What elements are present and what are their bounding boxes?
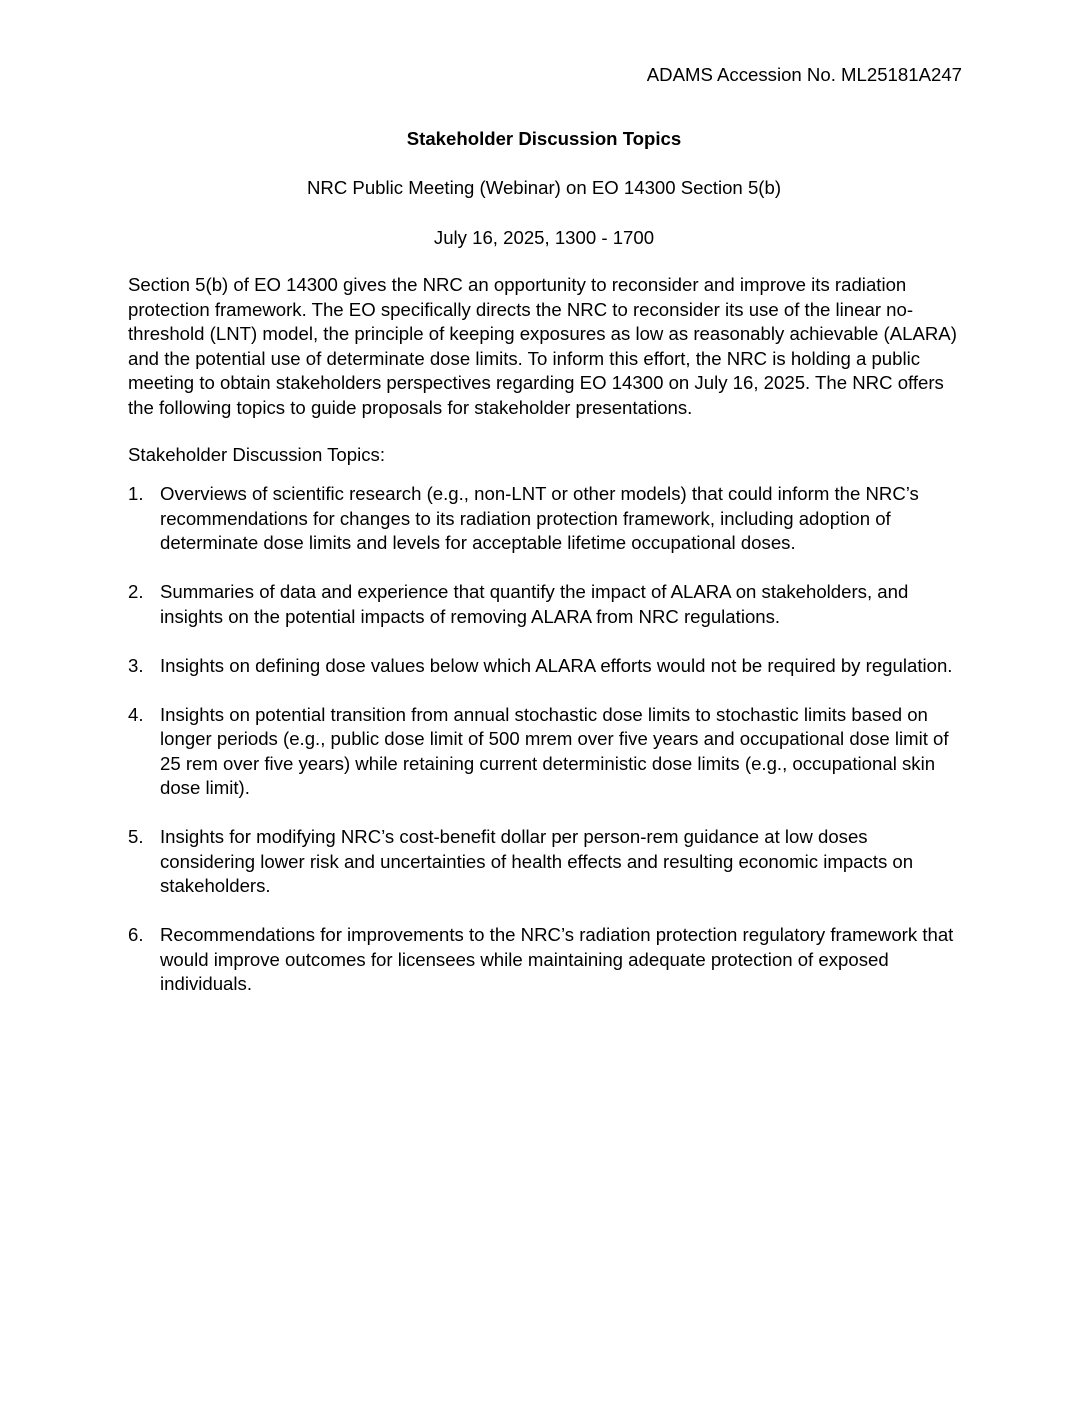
topics-heading: Stakeholder Discussion Topics: <box>128 444 385 465</box>
topic-text: Overviews of scientific research (e.g., non-LNT or other models) that could inform the NRC’s recommendations for changes to its radiation protection framework, including adoption of determinate dose limits and levels for acceptable lifetime occupational doses. <box>160 483 919 553</box>
topic-number: 4. <box>128 703 144 725</box>
meeting-subtitle: NRC Public Meeting (Webinar) on EO 14300 Section 5(b) <box>306 177 782 198</box>
topic-item <box>128 654 963 679</box>
topic-number: 6. <box>128 924 144 945</box>
intro-paragraph: Section 5(b) of EO 14300 gives the NRC an opportunity to reconsider and improve its radiation protection framework. The EO specifically directs the NRC to reconsider its use of the linear no-threshold (LNT) model, the principle of keeping exposures as low as reasonably achievable (ALARA) and the potential use of determinate dose limits. To inform this effort, the NRC is holding a public meeting to obtain stakeholders perspectives regarding EO 14300 on July 16, 2025. The NRC offers the following topics to guide proposals for stakeholder presentations. <box>128 274 957 418</box>
topic-number: 1. <box>128 483 144 504</box>
topic-item <box>128 580 963 629</box>
document-title: Stakeholder Discussion Topics <box>406 128 682 149</box>
topic-number: 5. <box>128 826 144 847</box>
meeting-date: July 16, 2025, 1300 - 1700 <box>433 227 655 248</box>
topic-text: Recommendations for improvements to the NRC’s radiation protection regulatory framework that would improve outcomes for licensees while maintaining adequate protection of exposed individuals. <box>160 924 954 994</box>
accession-number: ADAMS Accession No. ML25181A247 <box>646 64 962 85</box>
topic-text: Summaries of data and experience that quantify the impact of ALARA on stakeholders, and insights on the potential impacts of removing ALARA from NRC regulations. <box>160 581 909 627</box>
topic-number: 3. <box>128 654 144 676</box>
topic-item <box>128 482 963 556</box>
topic-text: Insights for modifying NRC’s cost-benefit dollar per person-rem guidance at low doses considering lower risk and uncertainties of health effects and resulting economic impacts on stakeholders. <box>160 826 914 896</box>
topic-number: 2. <box>128 581 144 602</box>
topic-item <box>128 923 963 997</box>
topic-item <box>128 825 963 899</box>
topics-list <box>128 482 963 1021</box>
topic-text: Insights on potential transition from annual stochastic dose limits to stochastic limits based on longer periods (e.g., public dose limit of 500 mrem over five years and occupational dose limit of 25 rem over five years) while retaining current deterministic dose limits (e.g., occupational skin dose limit). <box>160 703 949 798</box>
topic-item <box>128 703 963 801</box>
topic-text: Insights on defining dose values below which ALARA efforts would not be required by regulation. <box>160 654 953 676</box>
